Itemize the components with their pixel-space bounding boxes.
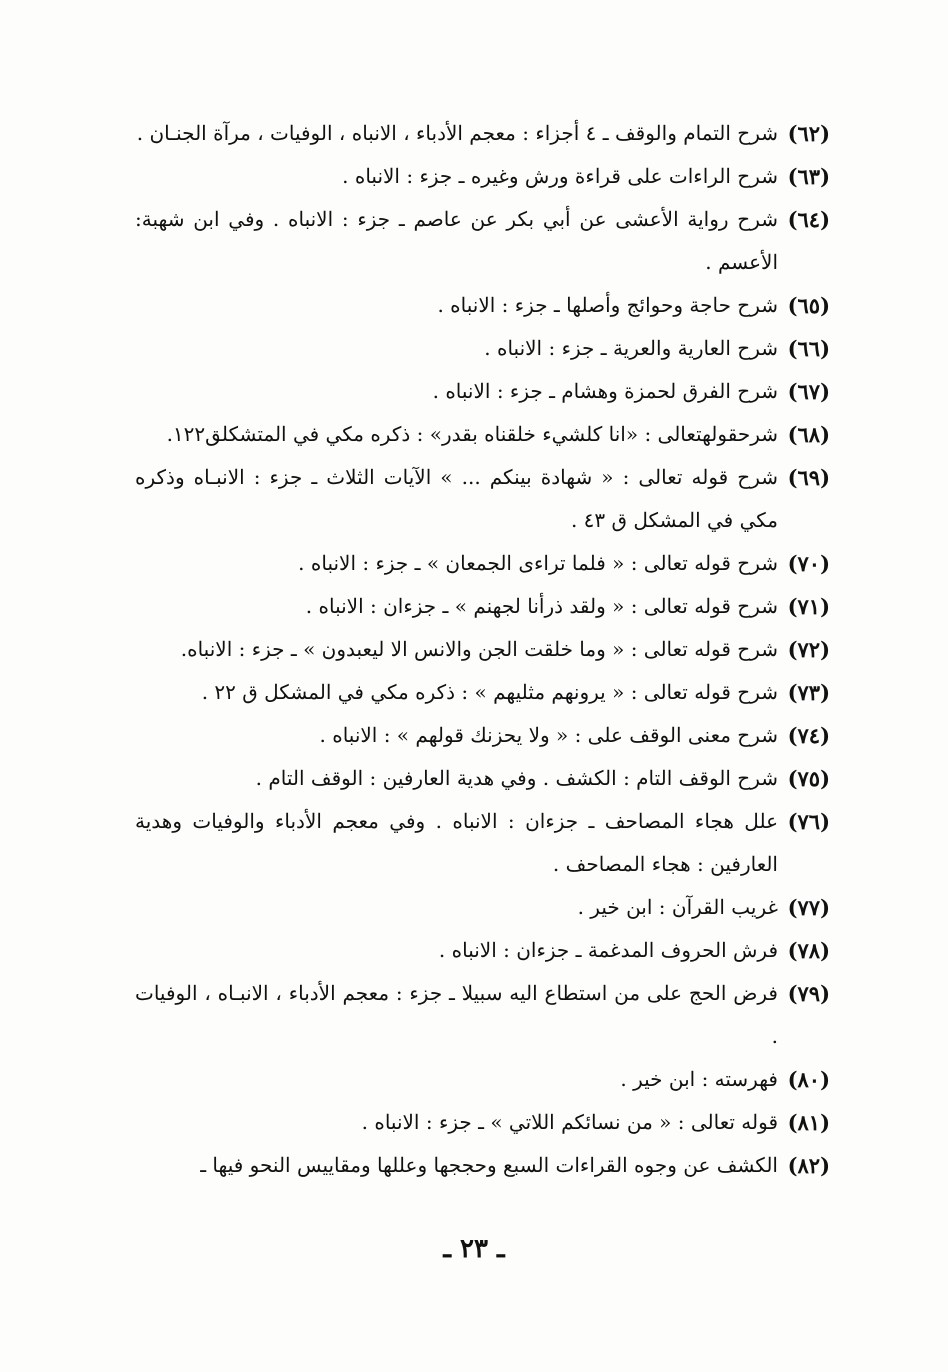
list-item xyxy=(135,370,830,413)
list-item xyxy=(135,327,830,370)
list-item xyxy=(135,886,830,929)
entry-text: شرح الفرق لحمزة وهشام ـ جزء : الانباه . xyxy=(432,379,778,403)
list-item xyxy=(135,456,830,542)
page-number: ـ ٢٣ ـ xyxy=(443,1234,505,1264)
entry-text: شرح قوله تعالى : « فلما تراءى الجمعان » ـ جزء : الانباه . xyxy=(298,551,778,575)
entry-number: (٦٩) xyxy=(787,465,830,490)
list-item xyxy=(135,628,830,671)
list-item xyxy=(135,542,830,585)
entry-text: فهرسته : ابن خير . xyxy=(620,1067,778,1091)
list-item xyxy=(135,284,830,327)
list-item xyxy=(135,800,830,886)
list-item xyxy=(135,155,830,198)
entry-text: شرح العارية والعرية ـ جزء : الانباه . xyxy=(484,336,778,360)
entry-number: (٧٣) xyxy=(787,680,830,705)
bibliography-list xyxy=(135,112,830,1187)
entry-number: (٧٠) xyxy=(787,551,830,576)
list-item xyxy=(135,1058,830,1101)
entry-number: (٧٨) xyxy=(787,938,830,963)
list-item xyxy=(135,671,830,714)
list-item xyxy=(135,112,830,155)
list-item xyxy=(135,929,830,972)
entry-text: شرح التمام والوقف ـ ٤ أجزاء : معجم الأدباء ، الانباه ، الوفيات ، مرآة الجنـان . xyxy=(136,121,778,145)
entry-text: شرح الراءات على قراءة ورش وغيره ـ جزء : الانباه . xyxy=(342,164,778,188)
entry-text: شرح معنى الوقف على : « ولا يحزنك قولهم » : الانباه . xyxy=(319,723,778,747)
entry-number: (٧٦) xyxy=(787,809,830,834)
entry-text: شرح رواية الأعشى عن أبي بكر عن عاصم ـ جزء : الانباه . وفي ابن شهبة: الأعسم . xyxy=(135,207,778,274)
entry-number: (٨١) xyxy=(787,1110,830,1135)
entry-number: (٧٢) xyxy=(787,637,830,662)
entry-number: (٦٧) xyxy=(787,379,830,404)
list-item xyxy=(135,757,830,800)
list-item xyxy=(135,1144,830,1187)
entry-text: شرحقولهتعالى : «انا كلشيء خلقناه بقدر» : ذكره مكي في المتشكلق١٢٢. xyxy=(166,422,778,446)
entry-text: شرح قوله تعالى : « وما خلقت الجن والانس الا ليعبدون » ـ جزء : الانباه. xyxy=(180,637,778,661)
list-item xyxy=(135,585,830,628)
entry-number: (٦٦) xyxy=(787,336,830,361)
entry-number: (٧٥) xyxy=(787,766,830,791)
entry-number: (٦٨) xyxy=(787,422,830,447)
entry-text: غريب القرآن : ابن خير . xyxy=(577,895,778,919)
entry-number: (٦٢) xyxy=(787,121,830,146)
list-item xyxy=(135,1101,830,1144)
entry-number: (٨٢) xyxy=(787,1153,830,1178)
entry-number: (٦٤) xyxy=(787,207,830,232)
entry-number: (٨٠) xyxy=(787,1067,830,1092)
entry-number: (٧٤) xyxy=(787,723,830,748)
entry-text: الكشف عن وجوه القراءات السبع وحججها وعللها ومقاييس النحو فيها ـ xyxy=(200,1153,778,1177)
entry-text: فرش الحروف المدغمة ـ جزءان : الانباه . xyxy=(438,938,778,962)
entry-text: شرح حاجة وحوائج وأصلها ـ جزء : الانباه . xyxy=(437,293,778,317)
entry-text: قوله تعالى : « من نسائكم اللاتي » ـ جزء : الانباه . xyxy=(361,1110,778,1134)
list-item xyxy=(135,198,830,284)
list-item xyxy=(135,413,830,456)
entry-number: (٧١) xyxy=(787,594,830,619)
entry-text: شرح قوله تعالى : « يرونهم مثليهم » : ذكره مكي في المشكل ق ٢٢ . xyxy=(201,680,778,704)
entry-text: شرح قوله تعالى : « ولقد ذرأنا لجهنم » ـ جزءان : الانباه . xyxy=(305,594,778,618)
list-item xyxy=(135,714,830,757)
entry-text: علل هجاء المصاحف ـ جزءان : الانباه . وفي معجم الأدباء والوفيات وهدية العارفين : هجاء المصاحف . xyxy=(135,809,778,876)
entry-text: فرض الحج على من استطاع اليه سبيلا ـ جزء : معجم الأدباء ، الانبـاه ، الوفيات . xyxy=(135,981,778,1048)
entry-number: (٦٥) xyxy=(787,293,830,318)
list-item xyxy=(135,972,830,1058)
entry-number: (٧٧) xyxy=(787,895,830,920)
entry-number: (٦٣) xyxy=(787,164,830,189)
entry-text: شرح الوقف التام : الكشف . وفي هدية العارفين : الوقف التام . xyxy=(255,766,778,790)
entry-number: (٧٩) xyxy=(787,981,830,1006)
entry-text: شرح قوله تعالى : « شهادة بينكم ... » الآيات الثلاث ـ جزء : الانبـاه وذكره مكي في المشكل ق ٤٣ . xyxy=(135,465,778,532)
